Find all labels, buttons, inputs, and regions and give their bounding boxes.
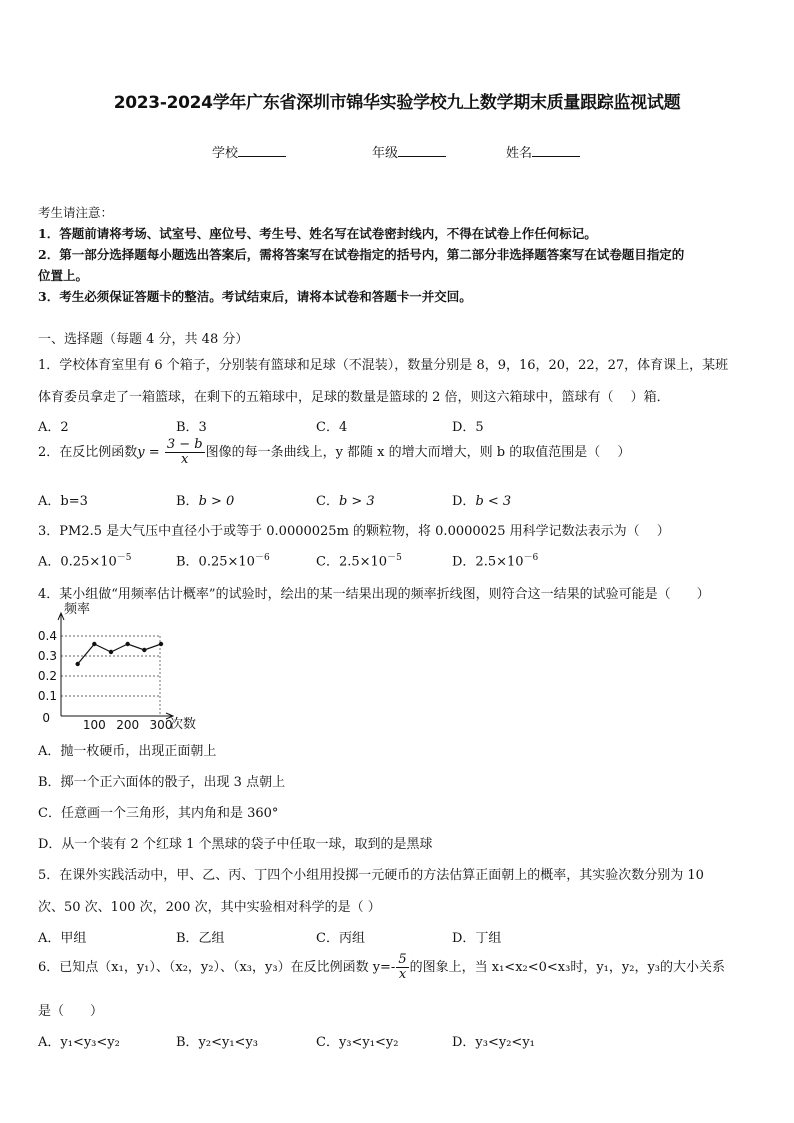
chart-axes: [58, 613, 173, 719]
q2-option-a: A．b=3: [38, 494, 88, 509]
q5-line2: 次、50 次、100 次，200 次，其中实验相对科学的是（ ）: [38, 900, 381, 915]
grade-field: 年级: [372, 142, 446, 161]
q2-option-d: D．b < 3: [452, 494, 512, 509]
origin-label: 0: [42, 711, 50, 725]
q6-option-d: D．y₃<y₂<y₁: [452, 1035, 535, 1050]
q6-stem: 6．已知点（x₁，y₁）、（x₂，y₂）、（x₃，y₃）在反比例函数 y=- $\frac{5}{x}$ 的图象上，当 x₁<x₂<0<x₃时，y₁，y₂，y₃的大小关系: [38, 952, 726, 982]
name-field: 姓名: [506, 142, 580, 161]
q4-stem: 4．某小组做“用频率估计概率”的试验时，绘出的某一结果出现的频率折线图，则符合这一结果的试验可能是（ ）: [38, 587, 710, 602]
school-blank: [238, 145, 286, 157]
y-tick-label: 0.2: [37, 669, 57, 683]
data-point: [142, 648, 146, 652]
q6-option-b: B．y₂<y₁<y₃: [176, 1035, 259, 1050]
q1-option-c: C．4: [316, 420, 348, 435]
x-tick-label: 200: [116, 718, 140, 732]
q4-option-d: D．从一个装有 2 个红球 1 个黑球的袋子中任取一球，取到的是黑球: [38, 837, 433, 852]
q6-option-c: C．y₃<y₁<y₂: [316, 1035, 399, 1050]
q1-line1: 1．学校体育室里有 6 个箱子，分别装有篮球和足球（不混装），数量分别是 8，9，16，20，22，27，体育课上，某班: [38, 358, 729, 373]
q3-option-b: B．$0.25\times 10^{-6}$: [176, 553, 270, 570]
q3-option-d: D．$2.5\times 10^{-6}$: [452, 553, 539, 570]
y-axis-label: 频率: [64, 602, 91, 617]
q2-option-c: C．b > 3: [316, 494, 375, 509]
q4-option-a: A．抛一枚硬币，出现正面朝上: [38, 744, 217, 759]
grade-blank: [398, 145, 446, 157]
q1-line2: 体育委员拿走了一箱篮球，在剩下的五箱球中，足球的数量是篮球的 2 倍，则这六箱球中，篮球有（ ）箱．: [38, 390, 670, 405]
q6-line2: 是（ ）: [38, 1004, 104, 1019]
note-1: 1．答题前请将考场、试室号、座位号、考生号、姓名写在试卷密封线内，不得在试卷上作任何标记。: [38, 226, 597, 241]
note-2b: 位置上。: [38, 268, 89, 283]
q3-option-a: A．$0.25\times 10^{-5}$: [38, 553, 132, 570]
q3-stem: 3．PM2.5 是大气压中直径小于或等于 0.0000025m 的颗粒物，将 0.0000025 用科学记数法表示为（ ）: [38, 524, 670, 539]
q5-option-a: A．甲组: [38, 931, 87, 946]
q4-option-c: C．任意画一个三角形，其内角和是 360°: [38, 806, 279, 821]
data-point: [92, 642, 96, 646]
data-point: [109, 650, 113, 654]
x-tick-label: 100: [82, 718, 106, 732]
q2-option-b: B．b > 0: [176, 494, 235, 509]
name-blank: [532, 145, 580, 157]
q3-option-c: C．$2.5\times 10^{-5}$: [316, 553, 402, 570]
q5-line1: 5．在课外实践活动中，甲、乙、丙、丁四个小组用投掷一元硬币的方法估算正面朝上的概率，其实验次数分别为 10: [38, 868, 704, 883]
q6-option-a: A．y₁<y₃<y₂: [38, 1035, 120, 1050]
school-field: 学校: [212, 142, 286, 161]
notes-heading: 考生请注意：: [38, 205, 114, 220]
data-point: [125, 642, 129, 646]
note-3: 3．考生必须保证答题卡的整洁。考试结束后，请将本试卷和答题卡一并交回。: [38, 289, 472, 304]
q2-stem: 2．在反比例函数y = $\frac{3 - b}{x}$ 图像的每一条曲线上，y 都随 x 的增大而增大，则 b 的取值范围是（ ）: [38, 437, 631, 467]
y-tick-label: 0.1: [37, 689, 57, 703]
data-point: [75, 662, 79, 666]
chart-series: [75, 642, 163, 666]
x-axis-label: 次数: [170, 717, 197, 732]
q6-fraction: $\frac{5}{x}$: [398, 952, 407, 982]
x-tick-label: 300: [149, 718, 173, 732]
section-heading: 一、选择题（每题 4 分，共 48 分）: [38, 332, 249, 347]
y-tick-label: 0.3: [37, 649, 57, 663]
q5-option-c: C．丙组: [316, 931, 365, 946]
page-title: 2023-2024学年广东省深圳市锦华实验学校九上数学期末质量跟踪监视试题: [113, 93, 681, 113]
q2-fraction: $\frac{3 - b}{x}$: [166, 437, 203, 467]
data-point: [159, 642, 163, 646]
series-line: [78, 644, 161, 664]
q4-option-b: B．掷一个正六面体的骰子，出现 3 点朝上: [38, 775, 286, 790]
q1-option-b: B．3: [176, 420, 207, 435]
q5-option-b: B．乙组: [176, 931, 225, 946]
y-tick-label: 0.4: [37, 629, 57, 643]
note-2a: 2．第一部分选择题每小题选出答案后，需将答案写在试卷指定的括号内，第二部分非选择题答案写在试卷题目指定的: [38, 247, 685, 262]
q5-option-d: D．丁组: [452, 931, 502, 946]
q1-option-a: A．2: [38, 420, 69, 435]
chart-labels: [38, 601, 196, 732]
frequency-chart: [30, 600, 220, 732]
q1-option-d: D．5: [452, 420, 484, 435]
